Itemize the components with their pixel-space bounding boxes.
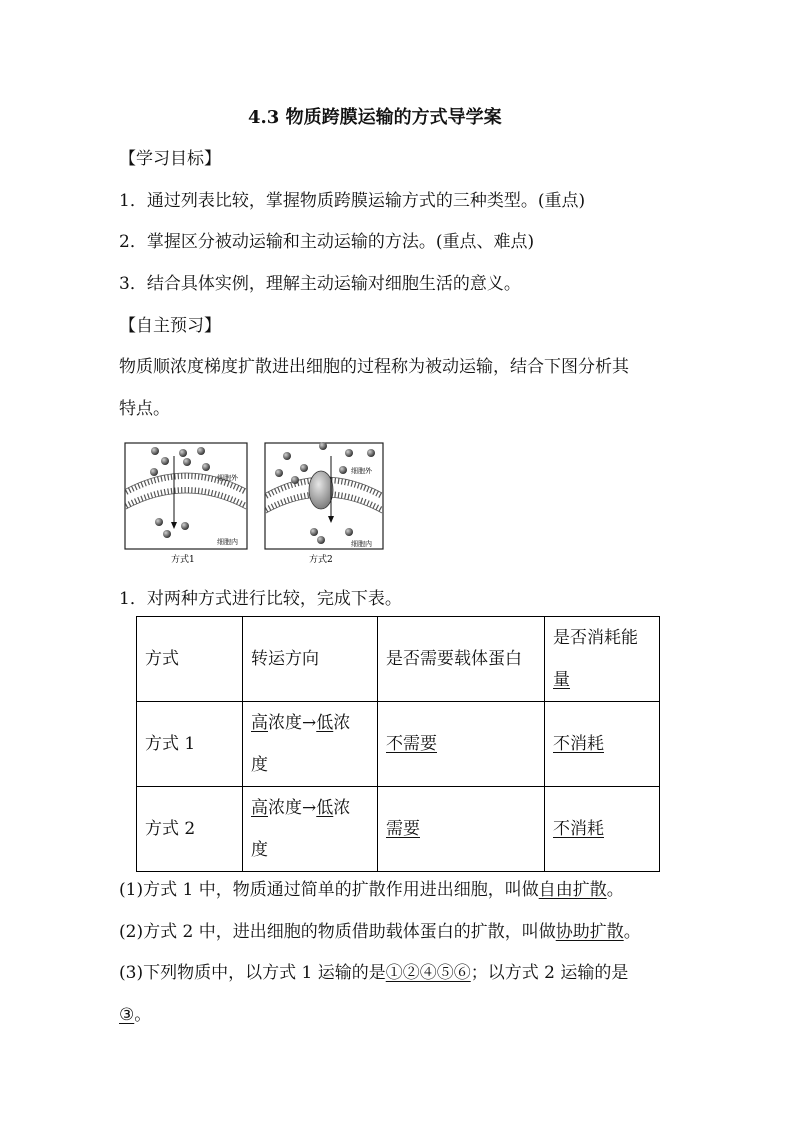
comparison-table xyxy=(136,616,660,872)
fig1-label-outside: 细胞外 xyxy=(217,474,238,482)
sub-question-text: 。 xyxy=(623,922,641,942)
answer-blank: 高 xyxy=(251,798,268,818)
header-mode: 方式 xyxy=(137,617,243,702)
direction-text: 浓 xyxy=(333,713,351,733)
table-row xyxy=(137,787,660,872)
row-2-energy xyxy=(545,787,660,872)
sub-question-2 xyxy=(119,920,641,944)
goal-item-1: 1．通过列表比较，掌握物质跨膜运输方式的三种类型。(重点) xyxy=(119,191,586,211)
header-energy xyxy=(545,617,660,702)
goals-header: 【学习目标】 xyxy=(119,149,221,169)
answer-blank: 协助扩散 xyxy=(555,922,624,942)
direction-text: 浓度→ xyxy=(268,798,317,818)
row-2-mode: 方式 2 xyxy=(137,787,243,872)
answer-blank: 低 xyxy=(316,713,334,733)
sub-question-3 xyxy=(119,961,628,985)
fig2-label-inside: 细胞内 xyxy=(351,540,372,548)
preview-header: 【自主预习】 xyxy=(119,316,221,336)
answer-blank: 不消耗 xyxy=(553,819,604,839)
figure-panel-1 xyxy=(125,443,247,565)
table-row xyxy=(137,702,660,787)
sub-question-text: 。 xyxy=(606,880,624,900)
header-energy-part-1: 是否消耗能 xyxy=(553,628,638,648)
sub-question-3-cont xyxy=(119,1003,151,1027)
sub-question-text: ；以方式 2 运输的是 xyxy=(470,963,629,983)
goal-item-3: 3．结合具体实例，理解主动运输对细胞生活的意义。 xyxy=(119,274,521,294)
row-1-mode: 方式 1 xyxy=(137,702,243,787)
fig2-caption: 方式2 xyxy=(309,555,333,565)
row-2-carrier xyxy=(378,787,545,872)
row-1-energy xyxy=(545,702,660,787)
row-1-carrier xyxy=(378,702,545,787)
carrier-protein xyxy=(309,471,333,509)
answer-blank: ③ xyxy=(119,1005,135,1025)
sub-question-text: (3)下列物质中，以方式 1 运输的是 xyxy=(119,963,386,983)
fig1-label-inside: 细胞内 xyxy=(217,538,238,546)
row-2-direction xyxy=(243,787,378,872)
direction-text: 浓度→ xyxy=(268,713,317,733)
header-direction: 转运方向 xyxy=(243,617,378,702)
doc-title: 4.3 物质跨膜运输的方式导学案 xyxy=(248,107,502,128)
direction-text: 度 xyxy=(251,840,268,860)
answer-blank: 不消耗 xyxy=(553,734,604,754)
direction-text: 度 xyxy=(251,755,268,775)
figure-panel-2 xyxy=(265,442,383,565)
answer-blank: 需要 xyxy=(386,819,420,839)
header-carrier: 是否需要载体蛋白 xyxy=(378,617,545,702)
sub-question-1 xyxy=(119,878,624,902)
answer-blank: 不需要 xyxy=(386,734,437,754)
header-energy-part-2: 量 xyxy=(553,670,570,690)
table-header-row xyxy=(137,617,660,702)
answer-blank: 自由扩散 xyxy=(538,880,607,900)
membrane-transport-figures xyxy=(123,440,385,568)
answer-blank: ①②④⑤⑥ xyxy=(385,963,471,983)
sub-question-text: (1)方式 1 中，物质通过简单的扩散作用进出细胞，叫做 xyxy=(119,880,539,900)
fig1-caption: 方式1 xyxy=(171,555,195,565)
answer-blank: 高 xyxy=(251,713,268,733)
sub-question-text: 。 xyxy=(134,1005,152,1025)
direction-text: 浓 xyxy=(333,798,351,818)
membrane-diagram xyxy=(123,440,385,568)
goal-item-2: 2．掌握区分被动运输和主动运输的方法。(重点、难点) xyxy=(119,232,535,252)
answer-blank: 低 xyxy=(316,798,334,818)
fig2-label-outside: 细胞外 xyxy=(351,467,372,475)
question-1-text: 1．对两种方式进行比较，完成下表。 xyxy=(119,589,402,609)
sub-question-text: (2)方式 2 中，进出细胞的物质借助载体蛋白的扩散，叫做 xyxy=(119,922,556,942)
row-1-direction xyxy=(243,702,378,787)
preview-paragraph-line-1: 物质顺浓度梯度扩散进出细胞的过程称为被动运输，结合下图分析其 xyxy=(119,357,629,377)
preview-paragraph-line-2: 特点。 xyxy=(119,399,170,419)
